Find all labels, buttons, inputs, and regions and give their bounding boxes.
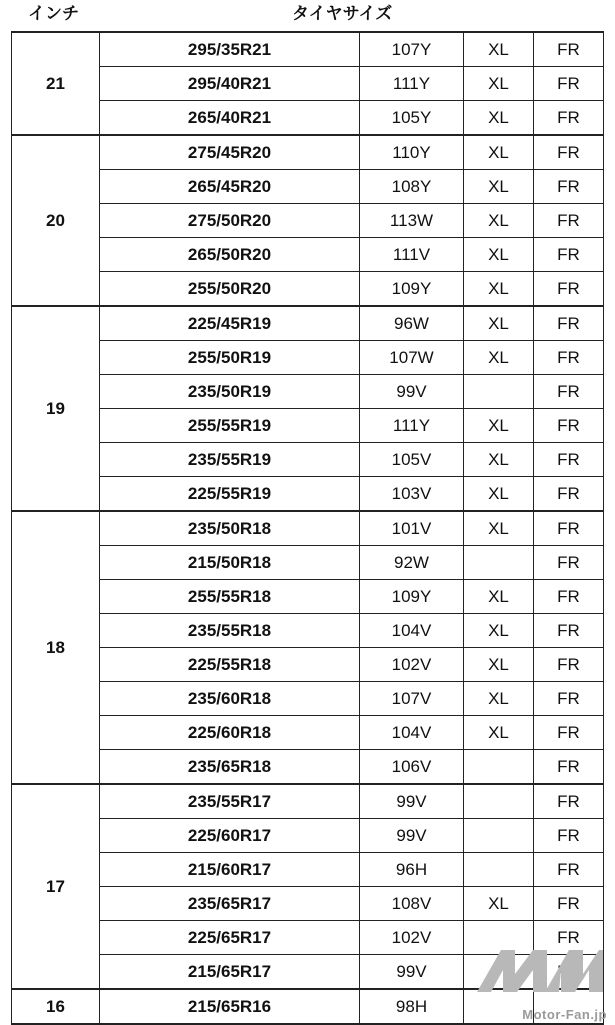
table-row	[12, 135, 604, 170]
size-cell: 255/50R20	[100, 272, 360, 307]
fr-cell: FR	[534, 921, 604, 955]
load-speed-index-cell: 111Y	[360, 67, 464, 101]
size-cell: 225/55R19	[100, 477, 360, 512]
fr-cell: FR	[534, 887, 604, 921]
fr-cell: FR	[534, 306, 604, 341]
xl-cell: XL	[464, 887, 534, 921]
xl-cell: XL	[464, 409, 534, 443]
motor-fan-logo-icon	[475, 944, 605, 996]
load-speed-index-cell: 99V	[360, 819, 464, 853]
size-cell: 235/65R17	[100, 887, 360, 921]
load-speed-index-cell: 96H	[360, 853, 464, 887]
motor-fan-watermark	[473, 944, 611, 1022]
tire-size-column-header: タイヤサイズ	[292, 4, 393, 23]
size-cell: 235/55R19	[100, 443, 360, 477]
load-speed-index-cell: 111V	[360, 238, 464, 272]
load-speed-index-cell: 108Y	[360, 170, 464, 204]
inch-cell: 20	[12, 135, 100, 306]
load-speed-index-cell: 106V	[360, 750, 464, 785]
load-speed-index-cell: 102V	[360, 921, 464, 955]
fr-cell: FR	[534, 67, 604, 101]
size-cell: 275/45R20	[100, 135, 360, 170]
table-row	[12, 511, 604, 546]
load-speed-index-cell: 108V	[360, 887, 464, 921]
fr-cell: FR	[534, 511, 604, 546]
load-speed-index-cell: 104V	[360, 716, 464, 750]
table-row	[12, 614, 604, 648]
size-cell: 215/50R18	[100, 546, 360, 580]
fr-cell: FR	[534, 784, 604, 819]
fr-cell: FR	[534, 375, 604, 409]
xl-cell: XL	[464, 511, 534, 546]
load-speed-index-cell: 110Y	[360, 135, 464, 170]
fr-cell: FR	[534, 204, 604, 238]
size-cell: 225/60R18	[100, 716, 360, 750]
xl-cell: XL	[464, 614, 534, 648]
load-speed-index-cell: 111Y	[360, 409, 464, 443]
table-row	[12, 853, 604, 887]
size-cell: 295/40R21	[100, 67, 360, 101]
inch-cell: 21	[12, 32, 100, 135]
table-row	[12, 375, 604, 409]
load-speed-index-cell: 105V	[360, 443, 464, 477]
load-speed-index-cell: 105Y	[360, 101, 464, 136]
size-cell: 255/55R19	[100, 409, 360, 443]
table-row	[12, 409, 604, 443]
size-cell: 275/50R20	[100, 204, 360, 238]
table-row	[12, 443, 604, 477]
table-row	[12, 306, 604, 341]
load-speed-index-cell: 104V	[360, 614, 464, 648]
xl-cell: XL	[464, 648, 534, 682]
xl-cell: XL	[464, 682, 534, 716]
table-row	[12, 204, 604, 238]
fr-cell: FR	[534, 238, 604, 272]
xl-cell: XL	[464, 272, 534, 307]
xl-cell	[464, 375, 534, 409]
xl-cell: XL	[464, 204, 534, 238]
load-speed-index-cell: 109Y	[360, 580, 464, 614]
size-cell: 225/65R17	[100, 921, 360, 955]
load-speed-index-cell: 102V	[360, 648, 464, 682]
table-row	[12, 341, 604, 375]
xl-cell: XL	[464, 443, 534, 477]
size-cell: 225/60R17	[100, 819, 360, 853]
xl-cell: XL	[464, 67, 534, 101]
fr-cell: FR	[534, 614, 604, 648]
table-row	[12, 648, 604, 682]
table-row	[12, 750, 604, 785]
load-speed-index-cell: 96W	[360, 306, 464, 341]
table-row	[12, 716, 604, 750]
size-cell: 265/40R21	[100, 101, 360, 136]
table-row	[12, 32, 604, 67]
table-row	[12, 682, 604, 716]
fr-cell: FR	[534, 272, 604, 307]
load-speed-index-cell: 99V	[360, 375, 464, 409]
xl-cell	[464, 853, 534, 887]
fr-cell: FR	[534, 750, 604, 785]
table-row	[12, 546, 604, 580]
xl-cell: XL	[464, 341, 534, 375]
table-row	[12, 819, 604, 853]
table-row	[12, 887, 604, 921]
xl-cell: XL	[464, 306, 534, 341]
table-row	[12, 170, 604, 204]
size-cell: 235/50R18	[100, 511, 360, 546]
table-row	[12, 477, 604, 512]
load-speed-index-cell: 107V	[360, 682, 464, 716]
size-cell: 215/65R16	[100, 989, 360, 1024]
size-cell: 255/50R19	[100, 341, 360, 375]
size-cell: 265/45R20	[100, 170, 360, 204]
load-speed-index-cell: 107Y	[360, 32, 464, 67]
inch-column-header: インチ	[28, 4, 79, 23]
fr-cell: FR	[534, 32, 604, 67]
size-cell: 215/60R17	[100, 853, 360, 887]
size-cell: 215/65R17	[100, 955, 360, 990]
xl-cell: XL	[464, 238, 534, 272]
fr-cell: FR	[534, 819, 604, 853]
load-speed-index-cell: 99V	[360, 784, 464, 819]
xl-cell: XL	[464, 32, 534, 67]
fr-cell: FR	[534, 853, 604, 887]
xl-cell: XL	[464, 477, 534, 512]
load-speed-index-cell: 109Y	[360, 272, 464, 307]
xl-cell: XL	[464, 135, 534, 170]
size-cell: 225/45R19	[100, 306, 360, 341]
tire-size-table-body	[12, 32, 604, 1024]
fr-cell: FR	[534, 648, 604, 682]
table-row	[12, 67, 604, 101]
load-speed-index-cell: 101V	[360, 511, 464, 546]
size-cell: 265/50R20	[100, 238, 360, 272]
table-row	[12, 784, 604, 819]
size-cell: 255/55R18	[100, 580, 360, 614]
size-cell: 235/55R18	[100, 614, 360, 648]
xl-cell	[464, 784, 534, 819]
xl-cell	[464, 819, 534, 853]
size-cell: 295/35R21	[100, 32, 360, 67]
fr-cell: FR	[534, 170, 604, 204]
xl-cell: XL	[464, 170, 534, 204]
inch-cell: 17	[12, 784, 100, 989]
xl-cell: XL	[464, 580, 534, 614]
load-speed-index-cell: 92W	[360, 546, 464, 580]
fr-cell: FR	[534, 546, 604, 580]
inch-cell: 19	[12, 306, 100, 511]
fr-cell: FR	[534, 580, 604, 614]
load-speed-index-cell: 107W	[360, 341, 464, 375]
load-speed-index-cell: 113W	[360, 204, 464, 238]
inch-cell: 18	[12, 511, 100, 784]
tire-size-table	[11, 31, 604, 1025]
xl-cell	[464, 546, 534, 580]
size-cell: 225/55R18	[100, 648, 360, 682]
fr-cell: FR	[534, 135, 604, 170]
size-cell: 235/50R19	[100, 375, 360, 409]
size-cell: 235/55R17	[100, 784, 360, 819]
fr-cell: FR	[534, 682, 604, 716]
table-row	[12, 101, 604, 136]
xl-cell: XL	[464, 716, 534, 750]
load-speed-index-cell: 98H	[360, 989, 464, 1024]
watermark-text: Motor-Fan.jp	[522, 1007, 607, 1022]
fr-cell: FR	[534, 477, 604, 512]
fr-cell: FR	[534, 716, 604, 750]
inch-cell: 16	[12, 989, 100, 1024]
fr-cell: FR	[534, 101, 604, 136]
xl-cell: XL	[464, 101, 534, 136]
table-row	[12, 238, 604, 272]
load-speed-index-cell: 103V	[360, 477, 464, 512]
size-cell: 235/60R18	[100, 682, 360, 716]
table-row	[12, 580, 604, 614]
load-speed-index-cell: 99V	[360, 955, 464, 990]
xl-cell	[464, 750, 534, 785]
table-row	[12, 272, 604, 307]
fr-cell: FR	[534, 341, 604, 375]
size-cell: 235/65R18	[100, 750, 360, 785]
fr-cell: FR	[534, 409, 604, 443]
fr-cell: FR	[534, 443, 604, 477]
